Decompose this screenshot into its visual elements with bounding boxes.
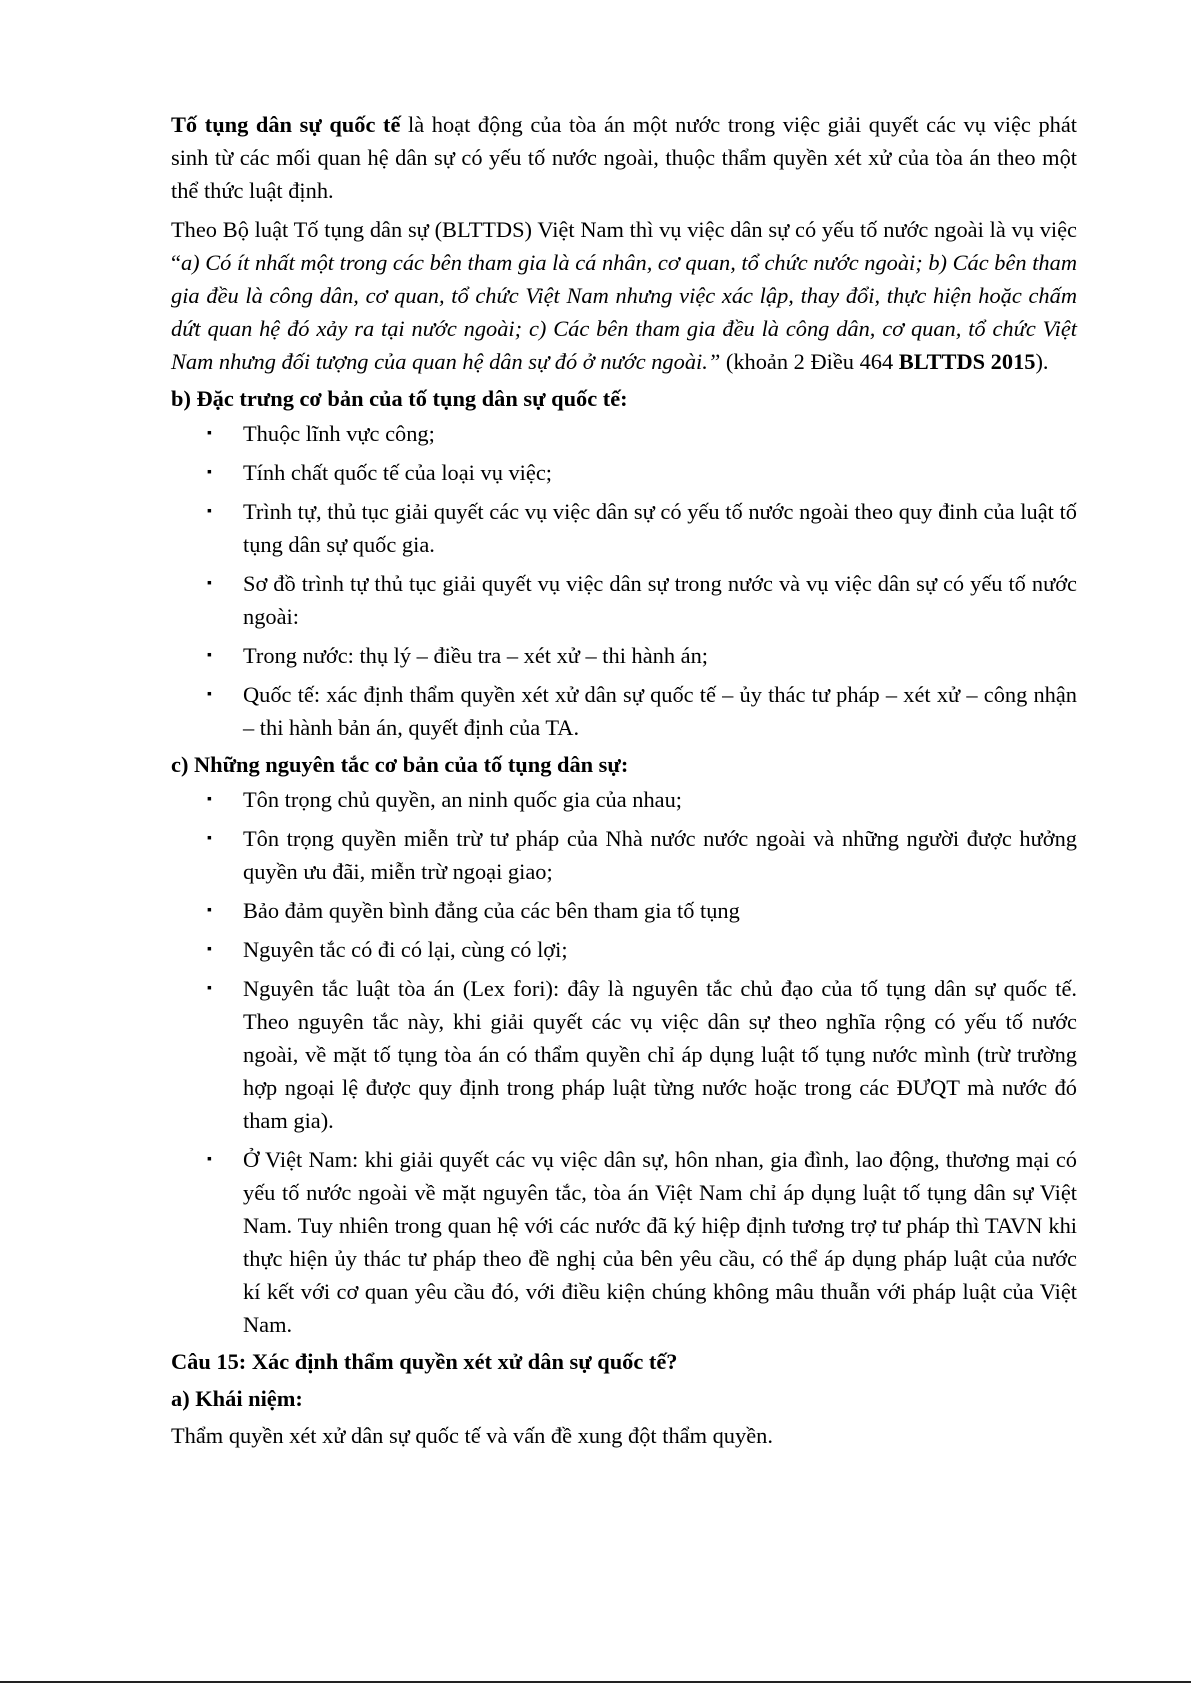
list-item: ▪ Ở Việt Nam: khi giải quyết các vụ việc dân sự, hôn nhan, gia đình, lao động, thương mại có yếu tố nước ngoài về mặt nguyên tắc, tòa án Việt Nam chỉ áp dụng luật tố tụng dân sự Việt Nam. Tuy nhiên trong quan hệ với các nước đã ký hiệp định tương trợ tư pháp thì TAVN khi thực hiện ủy thác tư pháp theo đề nghị của bên yêu cầu, có thể áp dụng pháp luật của nước kí kết với cơ quan yêu cầu đó, với điều kiện chúng không mâu thuẫn với pháp luật của Việt Nam. [171,1143,1077,1341]
list-item: ▪ Quốc tế: xác định thẩm quyền xét xử dân sự quốc tế – ủy thác tư pháp – xét xử – công nhận – thi hành bản án, quyết định của TA. [171,678,1077,744]
bltt-paragraph [171,213,1077,378]
bullet-icon: ▪ [207,648,212,663]
list-item: ▪ Trình tự, thủ tục giải quyết các vụ việc dân sự có yếu tố nước ngoài theo quy đinh của luật tố tụng dân sự quốc gia. [171,495,1077,561]
footer-divider [0,1681,1191,1683]
bltt-ref-pre: (khoản 2 Điều 464 [720,349,899,374]
bullet-icon: ▪ [207,576,212,591]
question-15-heading: Câu 15: Xác định thẩm quyền xét xử dân sự quốc tế? [171,1349,678,1374]
intro-paragraph [171,108,1077,207]
list-item: ▪ Tôn trọng quyền miễn trừ tư pháp của Nhà nước nước ngoài và những người được hưởng quyền ưu đãi, miễn trừ ngoại giao; [171,822,1077,888]
list-item: ▪ Nguyên tắc có đi có lại, cùng có lợi; [171,933,1077,966]
list-item: ▪ Sơ đồ trình tự thủ tục giải quyết vụ việc dân sự trong nước và vụ việc dân sự có yếu tố nước ngoài: [171,567,1077,633]
bltt-quote: a) Có ít nhất một trong các bên tham gia là cá nhân, cơ quan, tổ chức nước ngoài; b) Các bên tham gia đều là công dân, cơ quan, tổ chức Việt Nam nhưng việc xác lập, thay đổi, thực hiện hoặc chấm dứt quan hệ đó xảy ra tại nước ngoài; c) Các bên tham gia đều là công dân, cơ quan, tổ chức Việt Nam nhưng đối tượng của quan hệ dân sự đó ở nước ngoài.” [171,250,1077,374]
bullet-icon: ▪ [207,792,212,807]
section-b-heading: b) Đặc trưng cơ bản của tố tụng dân sự quốc tế: [171,386,628,411]
bullet-icon: ▪ [207,426,212,441]
list-item: ▪ Trong nước: thụ lý – điều tra – xét xử – thi hành án; [171,639,1077,672]
bullet-icon: ▪ [207,465,212,480]
bltt-ref-post: ). [1035,349,1049,374]
section-c-list [171,783,1077,1341]
list-item: ▪ Nguyên tắc luật tòa án (Lex fori): đây là nguyên tắc chủ đạo của tố tụng dân sự quốc tế. Theo nguyên tắc này, khi giải quyết các vụ việc dân sự theo nghĩa rộng có yếu tố nước ngoài, về mặt tố tụng tòa án có thẩm quyền chỉ áp dụng luật tố tụng nước mình (trừ trường hợp ngoại lệ được quy định trong pháp luật từng nước hoặc trong các ĐƯQT mà nước đó tham gia). [171,972,1077,1137]
bullet-icon: ▪ [207,504,212,519]
question-15-subheading: a) Khái niệm: [171,1386,303,1411]
question-15-text: Thẩm quyền xét xử dân sự quốc tế và vấn đề xung đột thẩm quyền. [171,1423,773,1448]
bullet-icon: ▪ [207,831,212,846]
list-item: ▪ Tính chất quốc tế của loại vụ việc; [171,456,1077,489]
list-item: ▪ Tôn trọng chủ quyền, an ninh quốc gia của nhau; [171,783,1077,816]
section-c-heading: c) Những nguyên tắc cơ bản của tố tụng dân sự: [171,752,629,777]
bullet-icon: ▪ [207,1152,212,1167]
intro-definition: là hoạt động của tòa án một nước trong việc giải quyết các vụ việc phát sinh từ các mối quan hệ dân sự có yếu tố nước ngoài, thuộc thẩm quyền xét xử của tòa án theo một thể thức luật định. [171,112,1077,203]
list-item: ▪ Thuộc lĩnh vực công; [171,417,1077,450]
bullet-icon: ▪ [207,903,212,918]
bltt-ref-bold: BLTTDS 2015 [898,349,1036,374]
bullet-icon: ▪ [207,942,212,957]
bltt-lead: Theo Bộ luật Tố tụng dân sự (BLTTDS) Việt Nam thì vụ việc dân sự có yếu tố nước ngoài là vụ việc “ [171,217,1077,275]
bullet-icon: ▪ [207,687,212,702]
section-b-list [171,417,1077,744]
bullet-icon: ▪ [207,981,212,996]
list-item: ▪ Bảo đảm quyền bình đẳng của các bên tham gia tố tụng [171,894,1077,927]
intro-term: Tố tụng dân sự quốc tế [171,112,401,137]
document-page [171,108,1077,1452]
